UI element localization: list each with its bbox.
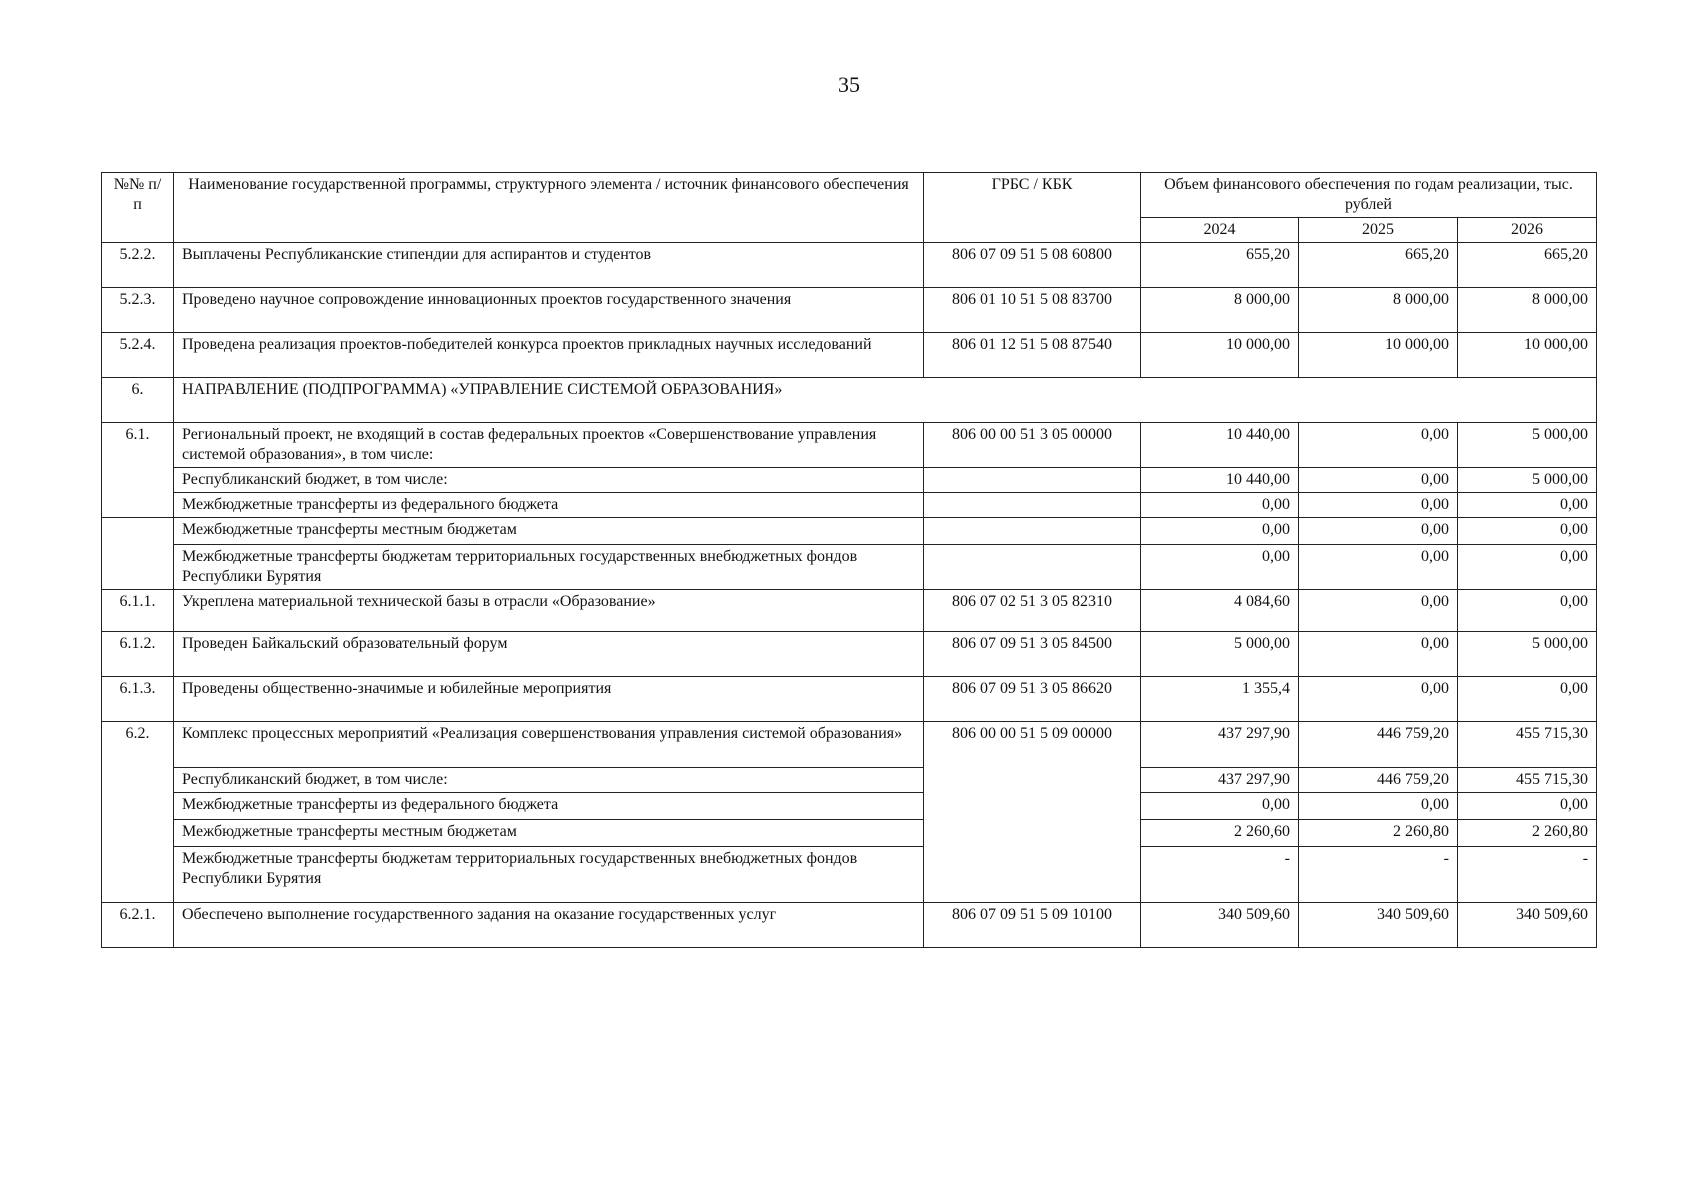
header-volume: Объем финансового обеспечения по годам реализации, тыс. рублей <box>1141 173 1597 218</box>
row-name: Проведены общественно-значимые и юбилейные мероприятия <box>174 677 924 722</box>
value-2025: 2 260,80 <box>1299 820 1458 847</box>
row-name: Обеспечено выполнение государственного задания на оказание государственных услуг <box>174 903 924 948</box>
value-2025: 446 759,20 <box>1299 768 1458 793</box>
row-kbk: 806 07 09 51 3 05 86620 <box>924 677 1141 722</box>
row-number: 5.2.3. <box>102 288 174 333</box>
value-2025: 0,00 <box>1299 590 1458 632</box>
value-2024: 2 260,60 <box>1141 820 1299 847</box>
value-2024: 0,00 <box>1141 493 1299 518</box>
header-year-2024: 2024 <box>1141 218 1299 243</box>
value-2024: 8 000,00 <box>1141 288 1299 333</box>
value-2026: 0,00 <box>1458 493 1597 518</box>
value-2026: 665,20 <box>1458 243 1597 288</box>
table-row <box>102 518 1597 545</box>
row-number <box>102 518 174 590</box>
value-2024: 5 000,00 <box>1141 632 1299 677</box>
value-2025: 0,00 <box>1299 423 1458 468</box>
value-2024: 340 509,60 <box>1141 903 1299 948</box>
row-name: Укреплена материальной технической базы в отрасли «Образование» <box>174 590 924 632</box>
row-number: 6.2. <box>102 722 174 903</box>
value-2024: 10 440,00 <box>1141 423 1299 468</box>
value-2025: - <box>1299 847 1458 903</box>
value-2025: 0,00 <box>1299 677 1458 722</box>
row-name: Республиканский бюджет, в том числе: <box>174 768 924 793</box>
table-row <box>102 847 1597 903</box>
row-kbk <box>924 468 1141 493</box>
row-name: Выплачены Республиканские стипендии для аспирантов и студентов <box>174 243 924 288</box>
row-name: Региональный проект, не входящий в состав федеральных проектов «Совершенствование управления системой образования», в том числе: <box>174 423 924 468</box>
table-row <box>102 468 1597 493</box>
value-2025: 665,20 <box>1299 243 1458 288</box>
section-row <box>102 378 1597 423</box>
row-kbk: 806 01 12 51 5 08 87540 <box>924 333 1141 378</box>
row-kbk <box>924 518 1141 545</box>
value-2026: 455 715,30 <box>1458 722 1597 768</box>
value-2024: 1 355,4 <box>1141 677 1299 722</box>
table-row <box>102 820 1597 847</box>
value-2026: 2 260,80 <box>1458 820 1597 847</box>
value-2024: 4 084,60 <box>1141 590 1299 632</box>
row-number: 6.1. <box>102 423 174 518</box>
table-row <box>102 288 1597 333</box>
row-number: 6.1.1. <box>102 590 174 632</box>
value-2026: 5 000,00 <box>1458 468 1597 493</box>
table-row <box>102 722 1597 768</box>
row-kbk: 806 00 00 51 3 05 00000 <box>924 423 1141 468</box>
table-row <box>102 590 1597 632</box>
table-row <box>102 493 1597 518</box>
value-2025: 0,00 <box>1299 545 1458 590</box>
table-row <box>102 423 1597 468</box>
row-kbk <box>924 493 1141 518</box>
table-row <box>102 768 1597 793</box>
row-name: Комплекс процессных мероприятий «Реализация совершенствования управления системой образования» <box>174 722 924 768</box>
value-2024: 10 000,00 <box>1141 333 1299 378</box>
row-name: Проведен Байкальский образовательный форум <box>174 632 924 677</box>
table-row <box>102 677 1597 722</box>
row-name: Проведена реализация проектов-победителей конкурса проектов прикладных научных исследований <box>174 333 924 378</box>
row-name: Республиканский бюджет, в том числе: <box>174 468 924 493</box>
value-2026: 0,00 <box>1458 793 1597 820</box>
table-row <box>102 243 1597 288</box>
row-name: Межбюджетные трансферты бюджетам территориальных государственных внебюджетных фондов Республики Бурятия <box>174 847 924 903</box>
row-name: Проведено научное сопровождение инновационных проектов государственного значения <box>174 288 924 333</box>
value-2024: 655,20 <box>1141 243 1299 288</box>
value-2026: 0,00 <box>1458 677 1597 722</box>
value-2026: 0,00 <box>1458 545 1597 590</box>
value-2025: 0,00 <box>1299 468 1458 493</box>
table-row <box>102 903 1597 948</box>
value-2025: 340 509,60 <box>1299 903 1458 948</box>
row-kbk: 806 07 02 51 3 05 82310 <box>924 590 1141 632</box>
table-row <box>102 545 1597 590</box>
row-kbk: 806 07 09 51 5 09 10100 <box>924 903 1141 948</box>
section-title: НАПРАВЛЕНИЕ (ПОДПРОГРАММА) «УПРАВЛЕНИЕ СИСТЕМОЙ ОБРАЗОВАНИЯ» <box>174 378 1597 423</box>
value-2026: 455 715,30 <box>1458 768 1597 793</box>
row-kbk: 806 01 10 51 5 08 83700 <box>924 288 1141 333</box>
header-kbk: ГРБС / КБК <box>924 173 1141 243</box>
value-2024: 0,00 <box>1141 545 1299 590</box>
table-row <box>102 793 1597 820</box>
value-2024: 0,00 <box>1141 793 1299 820</box>
row-number: 6.1.2. <box>102 632 174 677</box>
table-row <box>102 632 1597 677</box>
value-2025: 0,00 <box>1299 632 1458 677</box>
header-name: Наименование государственной программы, структурного элемента / источник финансового обеспечения <box>174 173 924 243</box>
value-2025: 0,00 <box>1299 518 1458 545</box>
value-2026: 8 000,00 <box>1458 288 1597 333</box>
value-2024: 437 297,90 <box>1141 768 1299 793</box>
row-kbk: 806 07 09 51 5 08 60800 <box>924 243 1141 288</box>
value-2025: 0,00 <box>1299 493 1458 518</box>
section-number: 6. <box>102 378 174 423</box>
value-2025: 446 759,20 <box>1299 722 1458 768</box>
page-number: 35 <box>838 72 860 97</box>
value-2026: 10 000,00 <box>1458 333 1597 378</box>
row-number: 5.2.4. <box>102 333 174 378</box>
row-number: 6.2.1. <box>102 903 174 948</box>
value-2026: 5 000,00 <box>1458 423 1597 468</box>
table-row <box>102 333 1597 378</box>
row-name: Межбюджетные трансферты из федерального бюджета <box>174 793 924 820</box>
table-header-row <box>102 173 1597 218</box>
row-name: Межбюджетные трансферты бюджетам территориальных государственных внебюджетных фондов Республики Бурятия <box>174 545 924 590</box>
value-2026: 0,00 <box>1458 518 1597 545</box>
value-2026: 340 509,60 <box>1458 903 1597 948</box>
header-no: №№ п/п <box>102 173 174 243</box>
financing-table <box>101 172 1597 948</box>
row-number: 5.2.2. <box>102 243 174 288</box>
value-2026: 5 000,00 <box>1458 632 1597 677</box>
row-kbk <box>924 545 1141 590</box>
value-2025: 0,00 <box>1299 793 1458 820</box>
header-year-2025: 2025 <box>1299 218 1458 243</box>
row-name: Межбюджетные трансферты из федерального бюджета <box>174 493 924 518</box>
row-kbk: 806 00 00 51 5 09 00000 <box>924 722 1141 903</box>
value-2024: 437 297,90 <box>1141 722 1299 768</box>
value-2025: 10 000,00 <box>1299 333 1458 378</box>
value-2026: - <box>1458 847 1597 903</box>
value-2026: 0,00 <box>1458 590 1597 632</box>
value-2024: - <box>1141 847 1299 903</box>
value-2025: 8 000,00 <box>1299 288 1458 333</box>
row-name: Межбюджетные трансферты местным бюджетам <box>174 820 924 847</box>
value-2024: 0,00 <box>1141 518 1299 545</box>
header-year-2026: 2026 <box>1458 218 1597 243</box>
row-kbk: 806 07 09 51 3 05 84500 <box>924 632 1141 677</box>
row-name: Межбюджетные трансферты местным бюджетам <box>174 518 924 545</box>
row-number: 6.1.3. <box>102 677 174 722</box>
value-2024: 10 440,00 <box>1141 468 1299 493</box>
